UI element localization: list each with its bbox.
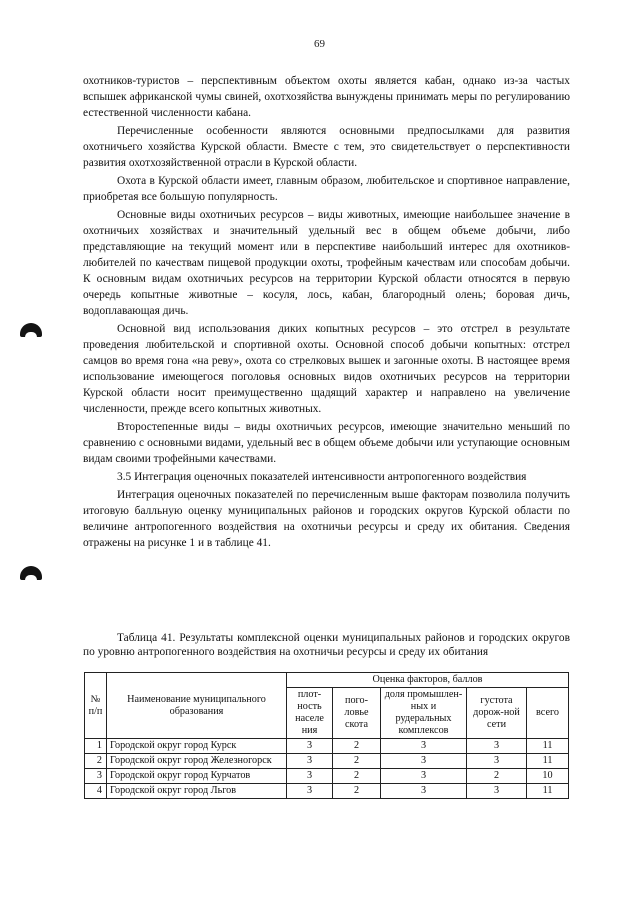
cell-density: 3 [287,754,333,769]
header-livestock: пого-ловье скота [333,688,381,739]
paragraph-6: Второстепенные виды – виды охотничьих ресурсов, имеющие значительно меньший по сравнению с основными видами, удельный вес в общем объеме добычи или уступающие основным видам своими трофейными качествами. [83,421,570,465]
paragraph-3: Охота в Курской области имеет, главным образом, любительское и спортивное направление, приобретая все большую популярность. [83,175,570,203]
cell-density: 3 [287,739,333,754]
table-row [85,784,569,799]
table-caption-text: Таблица 41. Результаты комплексной оценки муниципальных районов и городских округов по уровню антропогенного воздействия на охотничьи ресурсы и среду их обитания [83,632,570,658]
cell-roads: 3 [467,754,527,769]
cell-roads: 2 [467,769,527,784]
cell-num: 4 [85,784,107,799]
header-total: всего [527,688,569,739]
header-roads: густота дорож-ной сети [467,688,527,739]
cell-total: 11 [527,784,569,799]
header-num: № п/п [85,673,107,739]
cell-density: 3 [287,769,333,784]
cell-total: 11 [527,739,569,754]
cell-density: 3 [287,784,333,799]
cell-industry: 3 [381,769,467,784]
binder-hole-mark [20,566,42,580]
cell-livestock: 2 [333,754,381,769]
cell-name: Городской округ город Курчатов [107,769,287,784]
cell-num: 3 [85,769,107,784]
cell-name: Городской округ город Курск [107,739,287,754]
header-group: Оценка факторов, баллов [287,673,569,688]
table-row [85,754,569,769]
table-row [85,739,569,754]
header-industry: доля промышлен-ных и рудеральных комплексов [381,688,467,739]
cell-roads: 3 [467,739,527,754]
cell-num: 1 [85,739,107,754]
results-table [84,672,569,799]
cell-industry: 3 [381,754,467,769]
cell-livestock: 2 [333,769,381,784]
section-heading: 3.5 Интеграция оценочных показателей интенсивности антропогенного воздействия [117,471,527,483]
paragraph-5: Основной вид использования диких копытных ресурсов – это отстрел в результате проведения любительской и спортивной охоты. Основной способ добычи копытных: отстрел самцов во время гона «на реву», охота со стрелковых вышек и загонные охоты. В настоящее время использование имеющегося поголовья основных видов охотничьих ресурсов на территории Курской области носит преимущественно щадящий характер и направлено на увеличение численности, прежде всего копытных животных. [83,323,570,415]
paragraph-4: Основные виды охотничьих ресурсов – виды животных, имеющие наибольшее значение в охотничьих хозяйствах и значительный удельный вес в общем объеме добычи, либо представляющие на текущий момент или в перспективе наибольший интерес для охотников-любителей по качествам пищевой продукции охоты, трофейным качествам или способам добычи. К основным видам охотничьих ресурсов на территории Курской области относятся в первую очередь копытные животные – косуля, лось, кабан, благородный олень; боровая дичь, водоплавающая дичь. [83,209,570,317]
cell-num: 2 [85,754,107,769]
table-caption [83,631,570,659]
paragraph-1: охотников-туристов – перспективным объектом охоты является кабан, однако из-за частых вспышек африканской чумы свиней, охотхозяйства вынуждены принимать меры по регулированию естественной численности кабана. [83,75,570,119]
cell-roads: 3 [467,784,527,799]
cell-industry: 3 [381,784,467,799]
cell-industry: 3 [381,739,467,754]
header-name: Наименование муниципального образования [107,673,287,739]
paragraph-2: Перечисленные особенности являются основными предпосылками для развития охотничьего хозяйства Курской области. Вместе с тем, это свидетельствует о перспективности развития охотхозяйственной отрасли в Курской области. [83,125,570,169]
cell-livestock: 2 [333,784,381,799]
cell-total: 11 [527,754,569,769]
table-row [85,769,569,784]
body-text [83,73,570,553]
cell-name: Городской округ город Льгов [107,784,287,799]
cell-livestock: 2 [333,739,381,754]
binder-hole-mark [20,323,42,337]
cell-total: 10 [527,769,569,784]
header-density: плот-ность населе ния [287,688,333,739]
page-number: 69 [314,38,325,50]
cell-name: Городской округ город Железногорск [107,754,287,769]
paragraph-8: Интеграция оценочных показателей по перечисленным выше факторам позволила получить итоговую балльную оценку муниципальных районов и городских округов Курской области по величине антропогенного воздействия на охотничьи ресурсы и среду их обитания. Сведения отражены на рисунке 1 и в таблице 41. [83,489,570,549]
